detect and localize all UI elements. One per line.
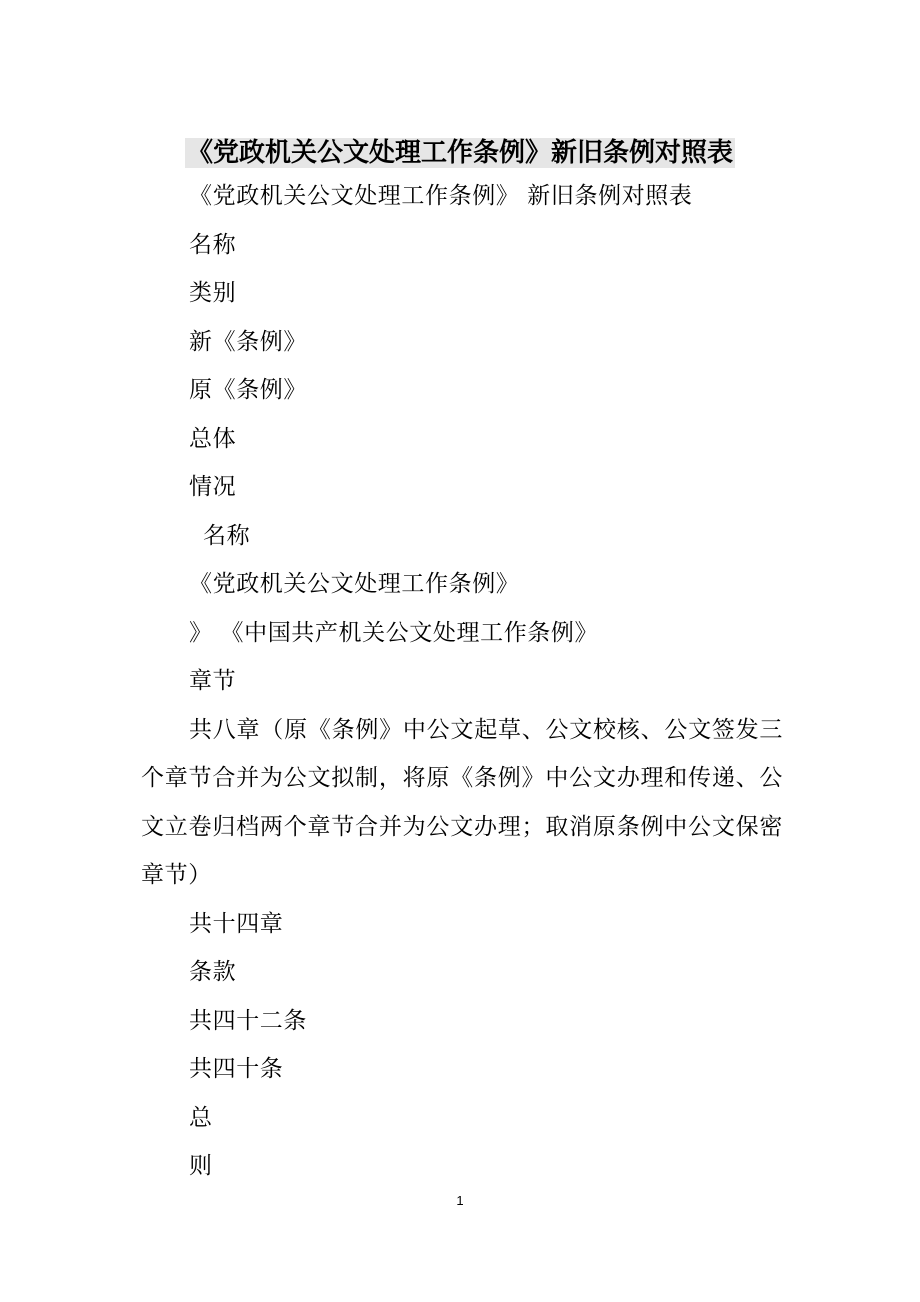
paragraph: 共四十条 [189,1056,284,1082]
paragraph: 名称 [203,522,251,549]
paragraph: 共四十二条 [189,1007,307,1034]
page-number: 1 [456,1193,464,1208]
paragraph: 共十四章 [189,910,284,937]
paragraph: 共八章（原《条例》中公文起草、公文校核、公文签发三个章节合并为公文拟制，将原《条例》中公文办理和传递、公文立卷归档两个章节合并为公文办理；取消原条例中公文保密章节） [141,716,783,888]
paragraph: 》 《中国共产机关公文处理工作条例》 [189,619,599,646]
document-title [0,133,920,173]
paragraph: 《党政机关公文处理工作条例》 新旧条例对照表 [189,183,693,209]
paragraph: 原《条例》 [189,377,307,403]
document-title-text: 《党政机关公文处理工作条例》新旧条例对照表 [186,138,733,169]
document-body [141,172,783,1191]
paragraph: 《党政机关公文处理工作条例》 [189,571,520,597]
paragraph: 章节 [189,668,237,694]
paragraph: 名称 [189,231,237,258]
paragraph: 类别 [189,280,237,306]
paragraph: 总 [189,1104,213,1131]
paragraph: 条款 [189,959,237,985]
paragraph: 情况 [189,474,237,500]
paragraph: 总体 [189,425,237,452]
paragraph: 新《条例》 [189,328,307,355]
paragraph: 则 [189,1153,213,1179]
